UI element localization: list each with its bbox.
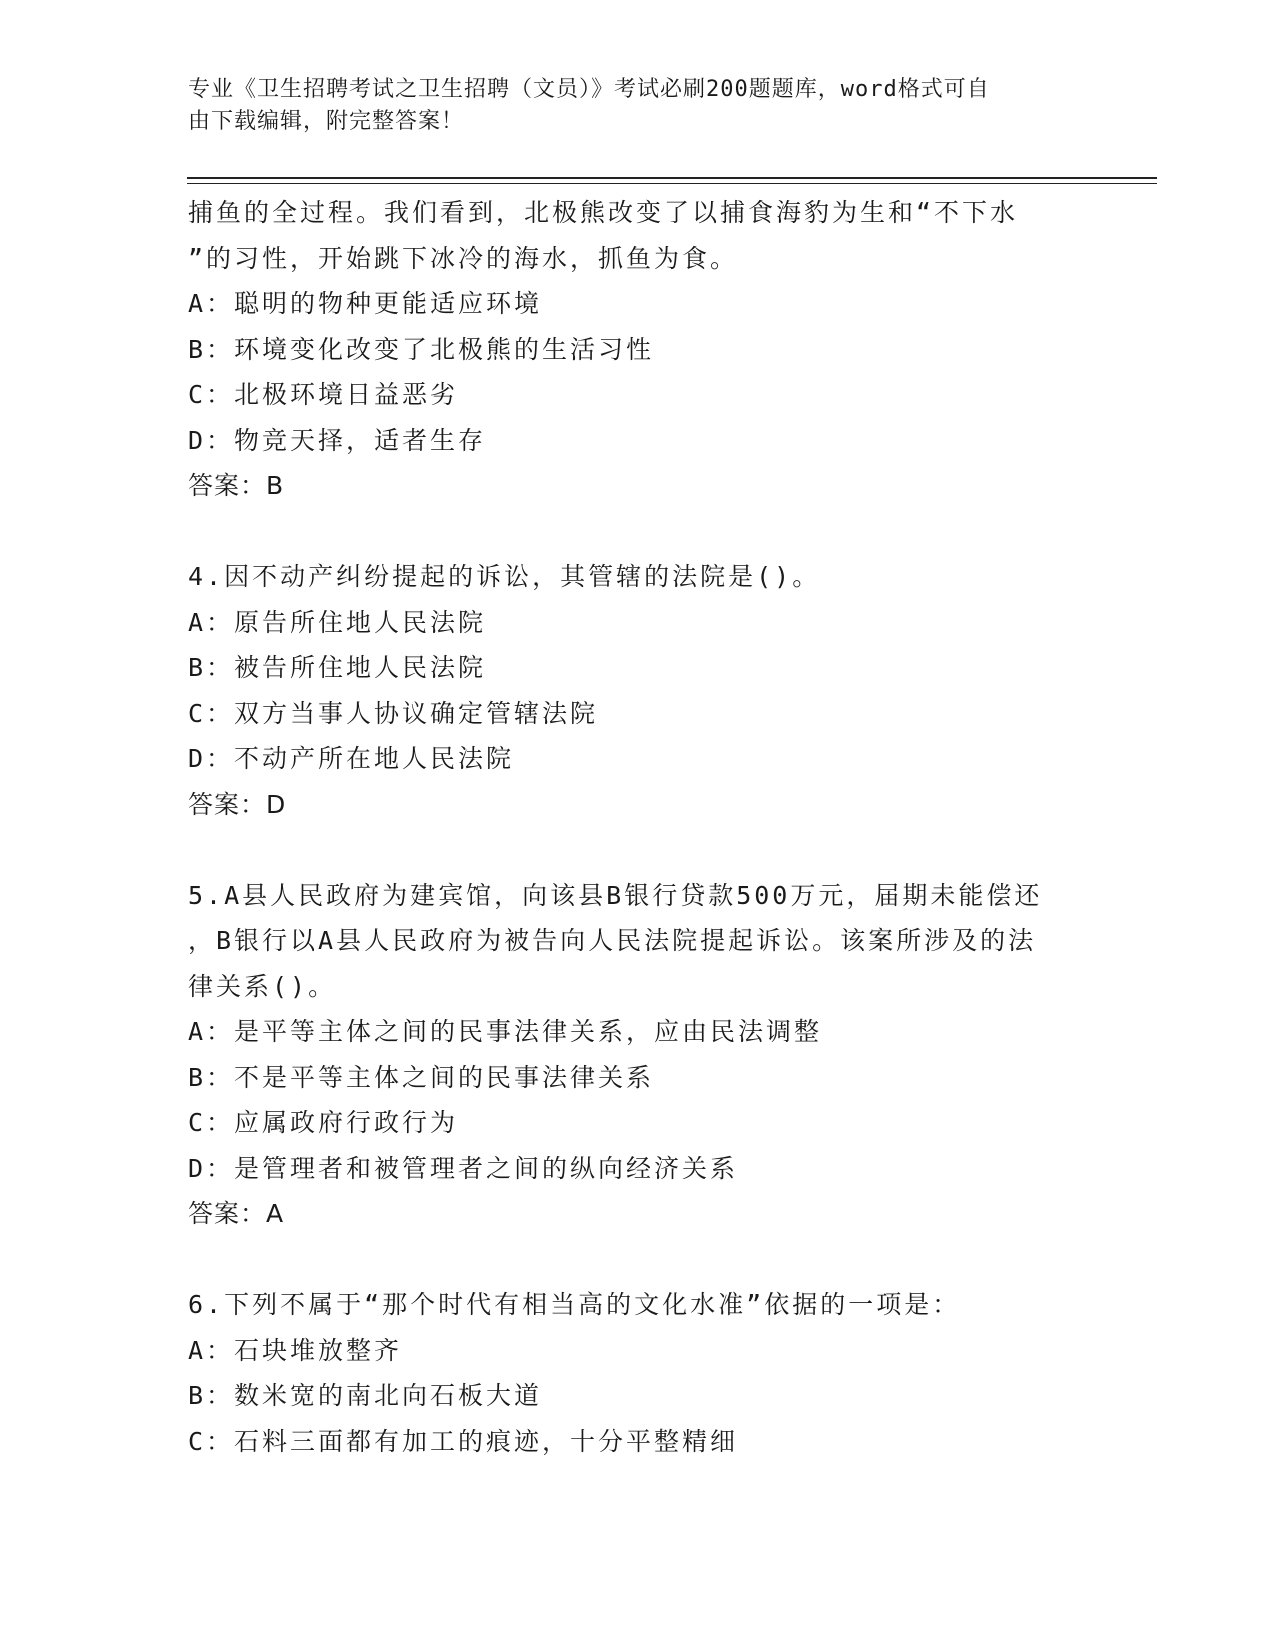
- option-a: A：聪明的物种更能适应环境: [188, 289, 543, 318]
- option-c: C：应属政府行政行为: [188, 1108, 459, 1137]
- option-c: C：北极环境日益恶劣: [188, 380, 459, 409]
- question-stem: 律关系()。: [188, 971, 337, 1001]
- question-spacer: [188, 1237, 1088, 1283]
- option-b: B：数米宽的南北向石板大道: [188, 1381, 543, 1410]
- option-b: B：不是平等主体之间的民事法律关系: [188, 1062, 655, 1092]
- question-spacer: [188, 827, 1088, 873]
- option-c: C：石料三面都有加工的痕迹，十分平整精细: [188, 1426, 739, 1456]
- question-stem: 4.因不动产纠纷提起的诉讼，其管辖的法院是()。: [188, 562, 821, 591]
- header-rule-thick: [187, 177, 1157, 179]
- option-a: A：是平等主体之间的民事法律关系，应由民法调整: [188, 1017, 823, 1046]
- answer-line: 答案：B: [188, 471, 285, 500]
- question-stem-continued: ”的习性，开始跳下冰冷的海水，抓鱼为食。: [188, 243, 739, 273]
- question-4: [188, 554, 1088, 827]
- answer-line: 答案：A: [188, 1199, 285, 1228]
- question-5: [188, 873, 1088, 1237]
- question-stem: ，B银行以A县人民政府为被告向人民法院提起诉讼。该案所涉及的法: [188, 926, 1037, 955]
- header-line-2: 由下载编辑，附完整答案！: [188, 109, 465, 134]
- option-c: C：双方当事人协议确定管辖法院: [188, 698, 599, 728]
- answer-line: 答案：D: [188, 789, 287, 819]
- document-body: [188, 190, 1088, 1464]
- option-d: D：物竞天择，适者生存: [188, 425, 487, 455]
- question-3: [188, 190, 1088, 509]
- question-6: [188, 1282, 1088, 1464]
- option-d: D：是管理者和被管理者之间的纵向经济关系: [188, 1153, 739, 1183]
- header-line-1: 专业《卫生招聘考试之卫生招聘（文员）》考试必刷200题题库，word格式可自: [188, 77, 990, 102]
- option-b: B：被告所住地人民法院: [188, 653, 487, 682]
- question-stem: 6.下列不属于“那个时代有相当高的文化水准”依据的一项是：: [188, 1290, 961, 1319]
- document-header: [188, 74, 1068, 138]
- option-b: B：环境变化改变了北极熊的生活习性: [188, 334, 655, 364]
- header-rule-thin: [187, 183, 1157, 184]
- option-a: A：石块堆放整齐: [188, 1335, 403, 1365]
- option-d: D：不动产所在地人民法院: [188, 744, 515, 773]
- question-stem: 5.A县人民政府为建宾馆，向该县B银行贷款500万元，届期未能偿还: [188, 880, 1043, 910]
- question-stem-continued: 捕鱼的全过程。我们看到，北极熊改变了以捕食海豹为生和“不下水: [188, 198, 1019, 227]
- question-spacer: [188, 509, 1088, 555]
- option-a: A：原告所住地人民法院: [188, 607, 487, 637]
